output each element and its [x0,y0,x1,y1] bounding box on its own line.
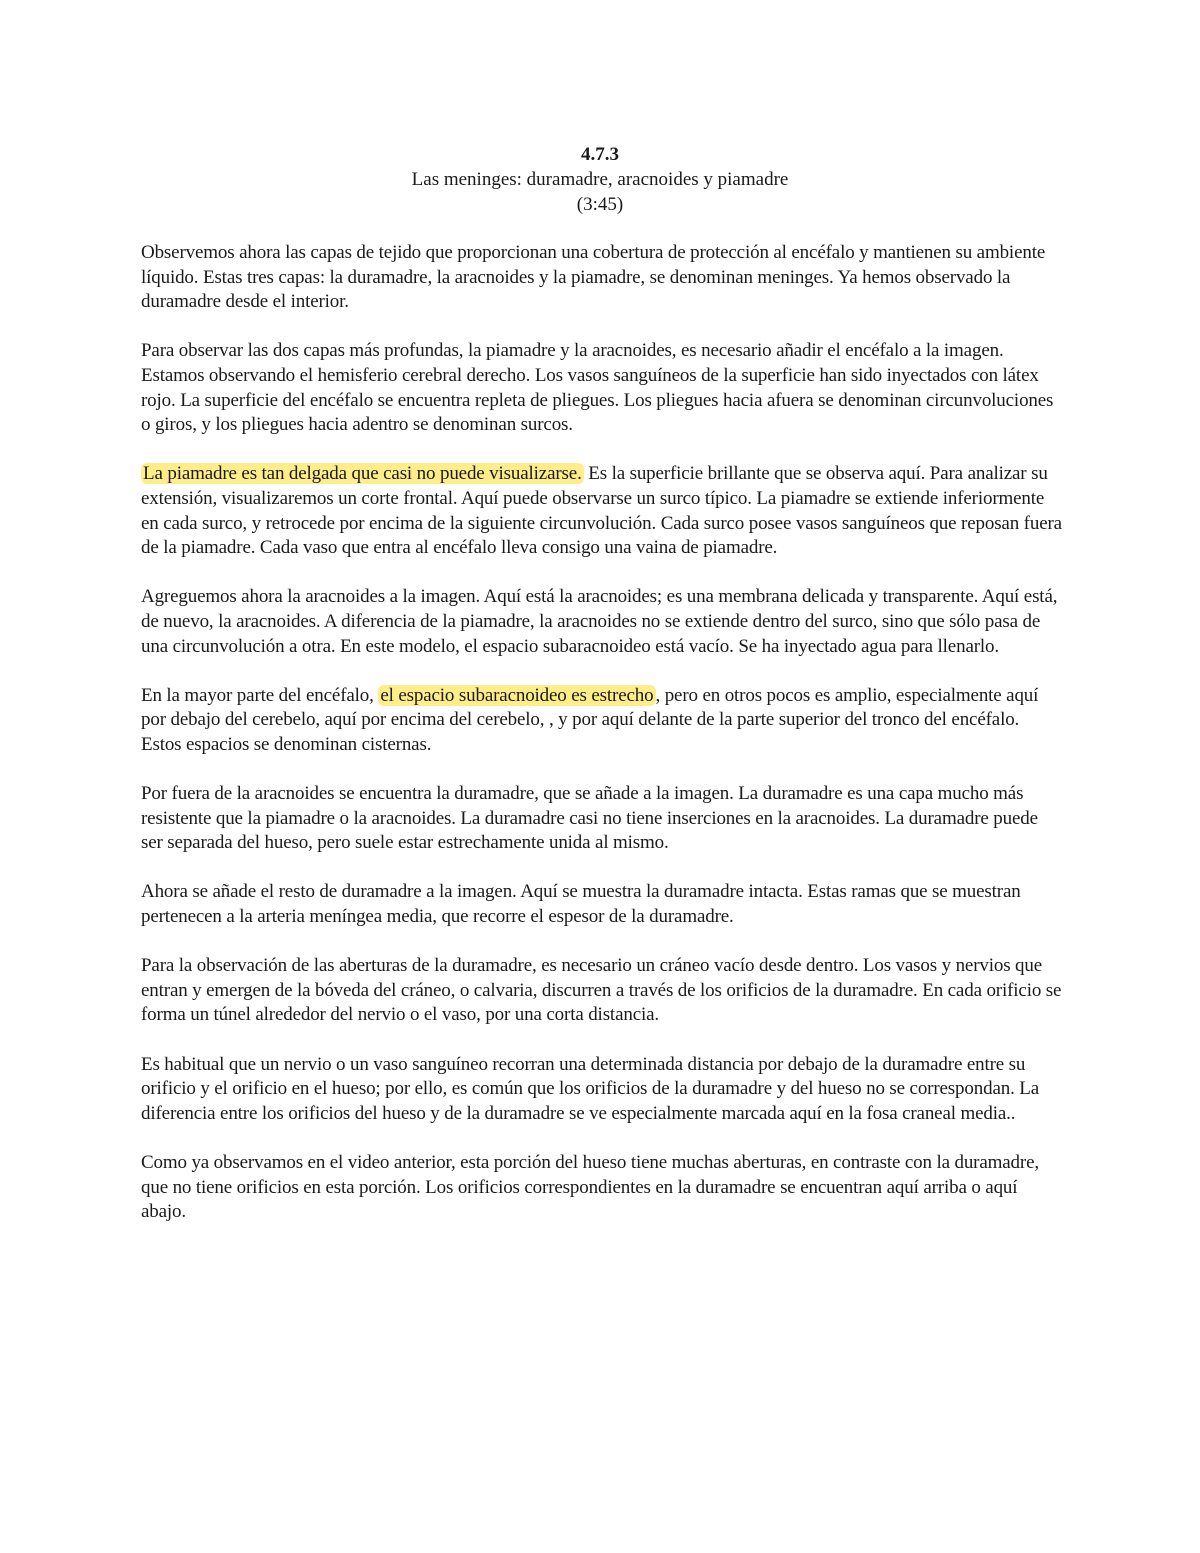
paragraph-openings: Para la observación de las aberturas de la duramadre, es necesario un cráneo vacío desde dentro. Los vasos y nervios que entran y emergen de la bóveda del cráneo, o calvaria, discurren a través de los orificios de la duramadre. En cada orificio se forma un túnel alrededor del nervio o el vaso, por una corta distancia. [141,955,1062,1026]
section-title: Las meninges: duramadre, aracnoides y piamadre [411,169,789,190]
section-heading [140,142,1060,217]
paragraph-meninges-intro: Observemos ahora las capas de tejido que proporcionan una cobertura de protección al encéfalo y mantienen su ambiente líquido. Estas tres capas: la duramadre, la aracnoides y la piamadre, se denominan meninges. Ya hemos observado la duramadre desde el interior. [141,242,1046,313]
paragraph-duramadre: Por fuera de la aracnoides se encuentra la duramadre, que se añade a la imagen. La duramadre es una capa mucho más resistente que la piamadre o la aracnoides. La duramadre casi no tiene inserciones en la aracnoides. La duramadre puede ser separada del hueso, pero suele estar estrechamente unida al mismo. [141,783,1038,854]
paragraph-deep-layers: Para observar las dos capas más profundas, la piamadre y la aracnoides, es necesario añadir el encéfalo a la imagen. Estamos observando el hemisferio cerebral derecho. Los vasos sanguíneos de la superficie han sido inyectados con látex rojo. La superficie del encéfalo se encuentra repleta de pliegues. Los pliegues hacia afuera se denominan circunvoluciones o giros, y los pliegues hacia adentro se denominan surcos. [141,340,1054,436]
paragraph-subarachnoid-text-after: , pero en otros pocos es amplio, especialmente aquí por debajo del cerebelo, aquí por encima del cerebelo, , y por aquí delante de la parte superior del tronco del encéfalo. Estos espacios se denominan cisternas. [141,684,1039,755]
section-number: 4.7.3 [581,144,619,165]
paragraph-piamadre-text: Es la superficie brillante que se observa aquí. Para analizar su extensión, visualizaremos un corte frontal. Aquí puede observarse un surco típico. La piamadre se extiende inferiormente en cada surco, y retrocede por encima de la siguiente circunvolución. Cada surco posee vasos sanguíneos que reposan fuera de la piamadre. Cada vaso que entra al encéfalo lleva consigo una vaina de piamadre. [141,463,1062,559]
paragraph-previous-video: Como ya observamos en el video anterior, esta porción del hueso tiene muchas aberturas, en contraste con la duramadre, que no tiene orificios en esta porción. Los orificios correspondientes en la duramadre se encuentran aquí arriba o aquí abajo. [141,1151,1039,1223]
paragraph-orifices: Es habitual que un nervio o un vaso sanguíneo recorran una determinada distancia por debajo de la duramadre entre su orificio y el orificio en el hueso; por ello, es común que los orificios de la duramadre y del hueso no se correspondan. La diferencia entre los orificios del hueso y de la duramadre se ve especialmente marcada aquí en la fosa craneal media.. [141,1053,1040,1124]
highlight-piamadre: La piamadre es tan delgada que casi no puede visualizarse. [143,463,582,485]
paragraph-duramadre-intact: Ahora se añade el resto de duramadre a la imagen. Aquí se muestra la duramadre intacta. Estas ramas que se muestran pertenecen a la arteria meníngea media, que recorre el espesor de la duramadre. [141,881,1021,928]
paragraph-subarachnoid-text-before: En la mayor parte del encéfalo, [141,684,379,706]
video-duration: (3:45) [576,194,624,215]
paragraph-aracnoides: Agreguemos ahora la aracnoides a la imagen. Aquí está la aracnoides; es una membrana delicada y transparente. Aquí está, de nuevo, la aracnoides. A diferencia de la piamadre, la aracnoides no se extiende dentro del surco, sino que sólo pasa de una circunvolución a otra. En este modelo, el espacio subaracnoideo está vacío. Se ha inyectado agua para llenarlo. [141,586,1058,657]
paragraph-subarachnoid [141,684,1063,758]
highlight-subarachnoid-space: el espacio subaracnoideo es estrecho [380,684,654,706]
paragraph-piamadre [141,462,1063,560]
document-body [141,241,1063,1249]
